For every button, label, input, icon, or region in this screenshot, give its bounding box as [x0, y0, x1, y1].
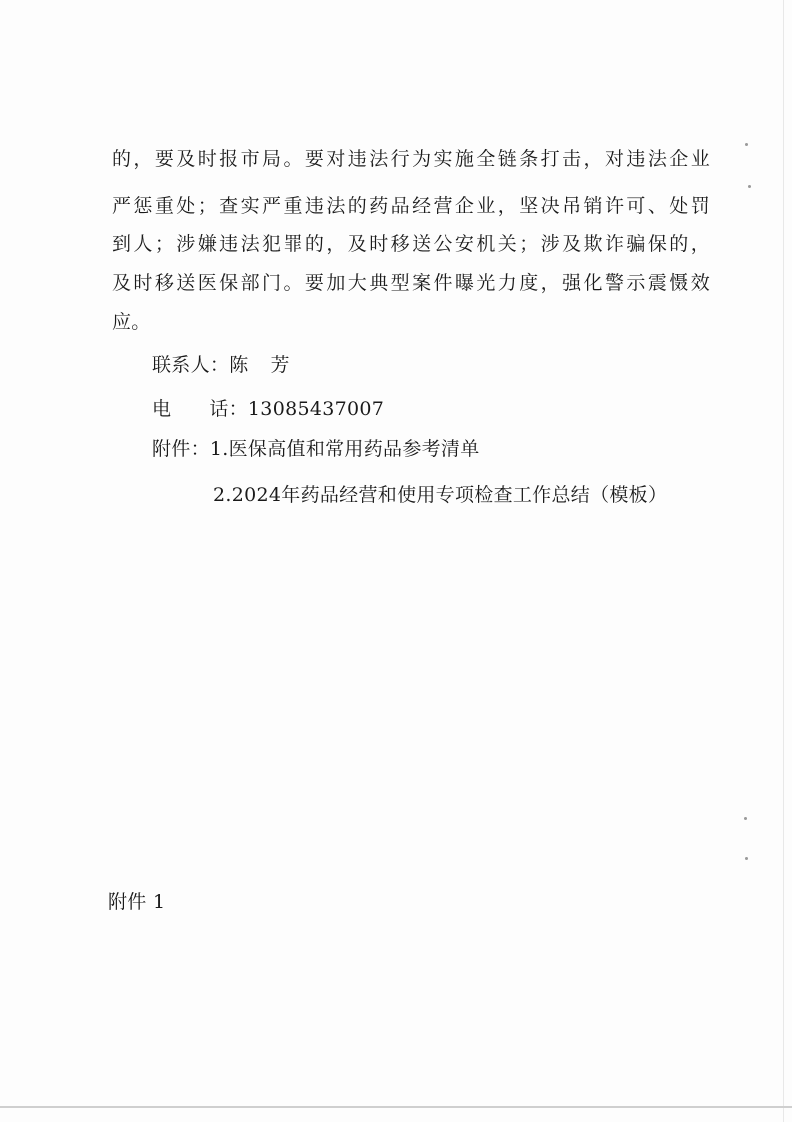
scan-speck [748, 185, 751, 188]
scan-speck [745, 143, 748, 146]
phone-label-part1: 电 [152, 398, 172, 420]
contact-person [152, 353, 290, 377]
body-line-4: 及时移送医保部门。要加大典型案件曝光力度，强化警示震慑效 [112, 272, 710, 294]
scan-edge-right [783, 0, 784, 1122]
attachment-item-1: 1.医保高值和常用药品参考清单 [209, 438, 480, 460]
phone-label-part2: 话： [209, 398, 248, 420]
body-line-3: 到人；涉嫌违法犯罪的，及时移送公安机关；涉及欺诈骗保的， [112, 233, 710, 255]
phone-number: 13085437007 [247, 398, 385, 420]
attachments-label: 附件： [152, 438, 210, 460]
contact-given-name: 芳 [270, 354, 290, 376]
contact-surname: 陈 [229, 354, 249, 376]
body-line-5: 应。 [112, 311, 151, 333]
attachment-item-2: 2.2024年药品经营和使用专项检查工作总结（模板） [213, 484, 668, 506]
body-line-2: 严惩重处；查实严重违法的药品经营企业，坚决吊销许可、处罚 [112, 195, 710, 217]
contact-person-label: 联系人： [152, 354, 230, 376]
appendix-heading: 附件 1 [108, 891, 166, 913]
contact-phone [152, 397, 384, 421]
attachments-line-1 [152, 437, 480, 461]
scan-edge-bottom [0, 1106, 792, 1108]
scan-speck [745, 857, 748, 860]
body-line-1: 的，要及时报市局。要对违法行为实施全链条打击，对违法企业 [112, 148, 710, 170]
scan-speck [744, 817, 747, 820]
